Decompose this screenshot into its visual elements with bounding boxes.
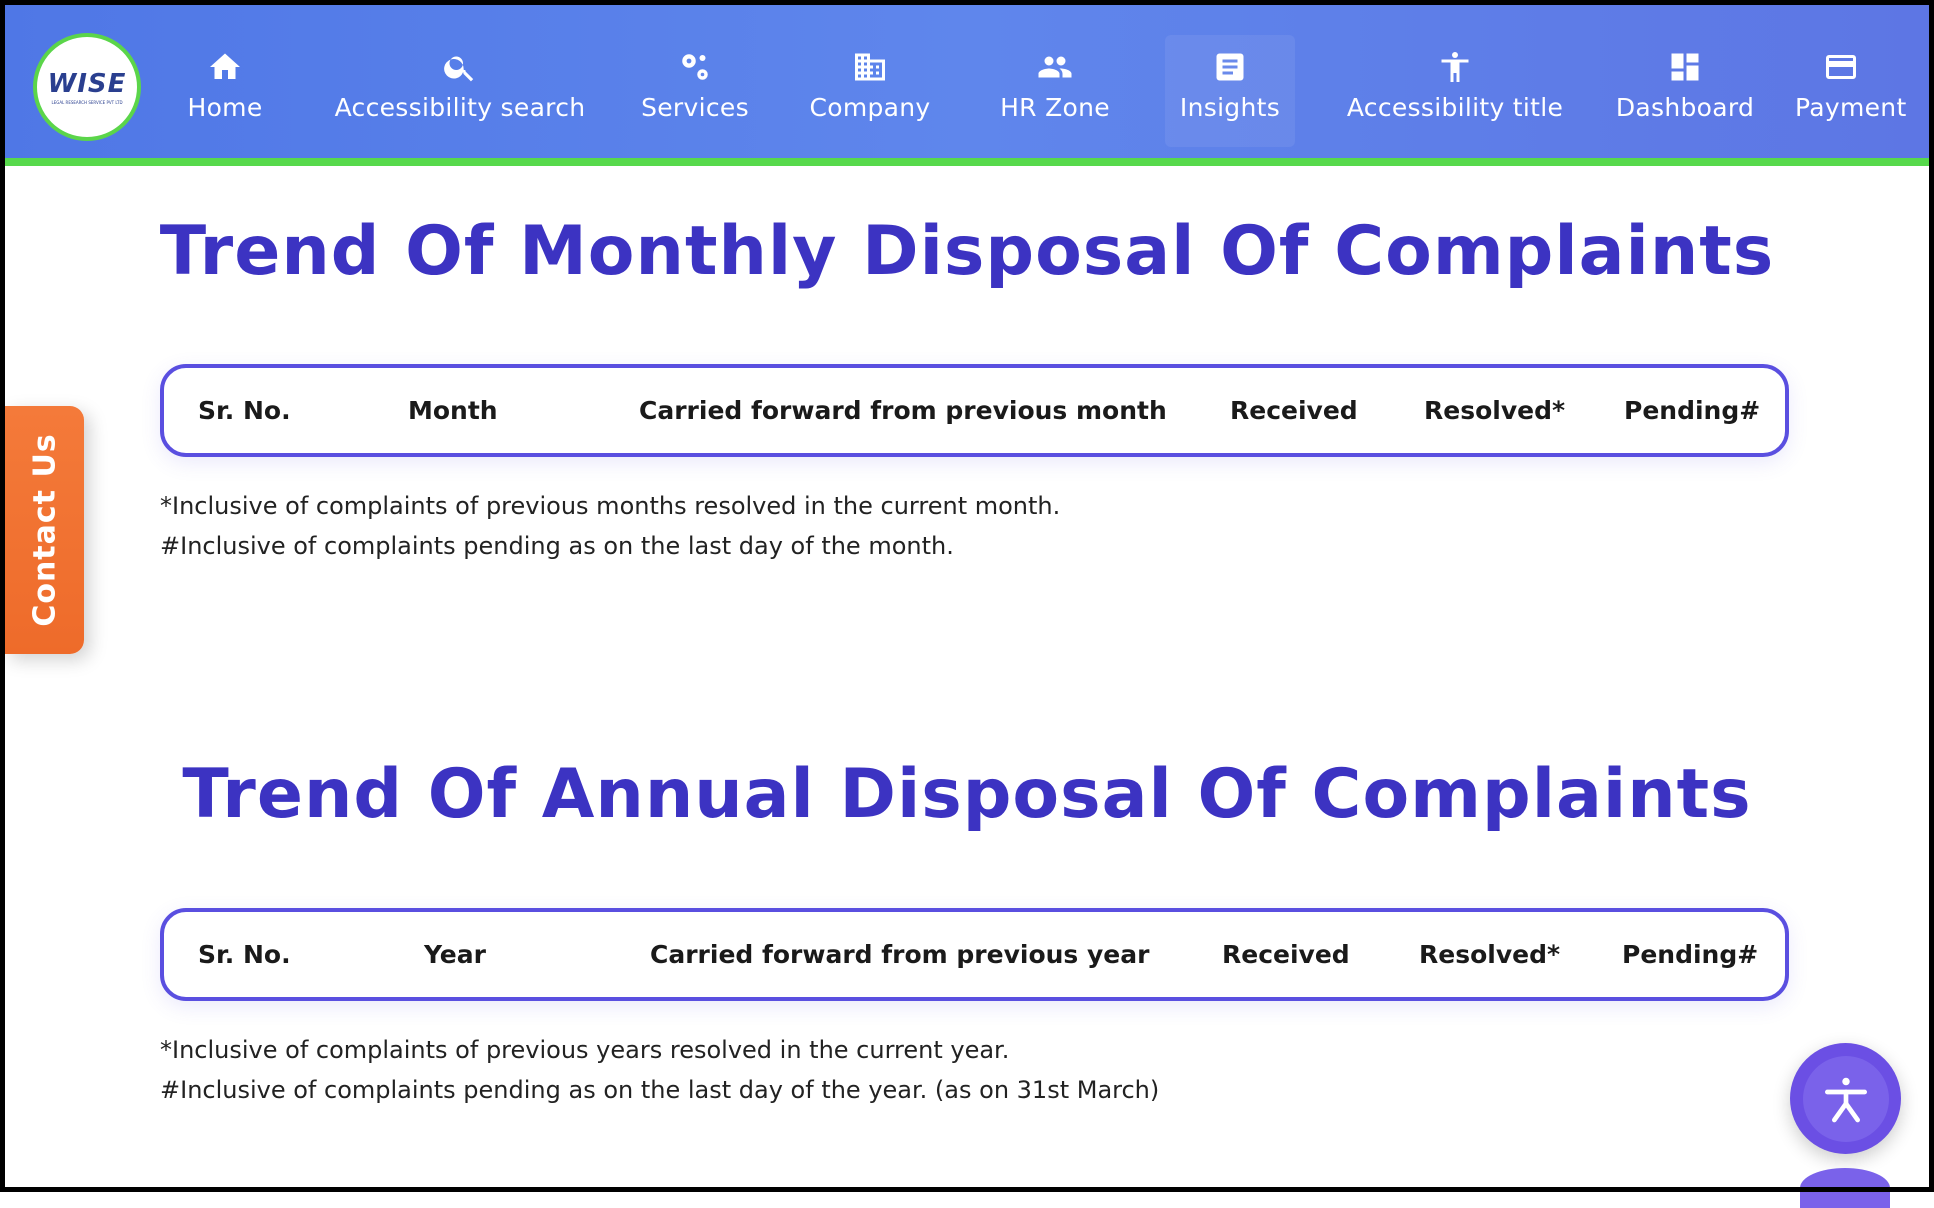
accessibility-widget-button[interactable]: [1790, 1043, 1901, 1154]
nav-item-accessibility-title[interactable]: [1340, 35, 1570, 147]
column-header-carried-forward: Carried forward from previous month: [639, 396, 1167, 425]
annual-section-title: Trend Of Annual Disposal Of Complaints: [182, 755, 1752, 834]
nav-item-dashboard[interactable]: [1605, 35, 1765, 147]
monthly-table-header: [160, 364, 1789, 457]
secondary-widget-peek[interactable]: [1800, 1168, 1890, 1208]
column-header-carried-forward: Carried forward from previous year: [650, 940, 1150, 969]
column-header-resolved: Resolved*: [1424, 396, 1566, 425]
column-header-received: Received: [1230, 396, 1358, 425]
top-navigation: [5, 5, 1929, 166]
monthly-note-pending: #Inclusive of complaints pending as on the last day of the month.: [160, 532, 954, 560]
building-icon: [852, 49, 888, 85]
monthly-section-title: Trend Of Monthly Disposal Of Complaints: [159, 212, 1775, 291]
dashboard-icon: [1667, 49, 1703, 85]
nav-item-payment[interactable]: [1795, 35, 1929, 147]
column-header-resolved: Resolved*: [1419, 940, 1561, 969]
column-header-sr-no: Sr. No.: [198, 396, 291, 425]
nav-label-home: Home: [187, 93, 263, 122]
nav-item-accessibility-search[interactable]: [325, 35, 595, 147]
nav-label-hr-zone: HR Zone: [1000, 93, 1110, 122]
people-icon: [1037, 49, 1073, 85]
column-header-year: Year: [424, 940, 486, 969]
accessibility-icon: [1437, 49, 1473, 85]
nav-label-company: Company: [809, 93, 931, 122]
gears-icon: [677, 49, 713, 85]
nav-label-accessibility-search: Accessibility search: [334, 93, 586, 122]
nav-item-hr-zone[interactable]: [990, 35, 1120, 147]
nav-label-insights: Insights: [1179, 93, 1281, 122]
column-header-pending: Pending#: [1622, 940, 1759, 969]
annual-note-pending: #Inclusive of complaints pending as on the last day of the year. (as on 31st March): [160, 1076, 1160, 1104]
nav-item-company[interactable]: [805, 35, 935, 147]
accessibility-widget-inner: [1803, 1056, 1889, 1142]
nav-label-services: Services: [641, 93, 749, 122]
annual-note-resolved: *Inclusive of complaints of previous years resolved in the current year.: [160, 1036, 1010, 1064]
nav-item-services[interactable]: [630, 35, 760, 147]
wise-logo[interactable]: [33, 33, 141, 141]
article-icon: [1212, 49, 1248, 85]
nav-label-dashboard: Dashboard: [1615, 93, 1755, 122]
card-icon: [1823, 49, 1859, 85]
logo-text: WISE: [47, 69, 127, 99]
monthly-note-resolved: *Inclusive of complaints of previous months resolved in the current month.: [160, 492, 1061, 520]
contact-us-tab[interactable]: [5, 406, 84, 654]
home-icon: [207, 49, 243, 85]
annual-table-header: [160, 908, 1789, 1001]
nav-item-insights[interactable]: [1165, 35, 1295, 147]
nav-label-payment: Payment: [1795, 93, 1907, 122]
search-icon: [442, 49, 478, 85]
column-header-received: Received: [1222, 940, 1350, 969]
contact-us-label: Contact Us: [27, 433, 62, 627]
logo-subtitle: LEGAL RESEARCH SERVICE PVT LTD: [51, 100, 123, 105]
column-header-month: Month: [408, 396, 498, 425]
nav-label-accessibility-title: Accessibility title: [1346, 93, 1564, 122]
column-header-sr-no: Sr. No.: [198, 940, 291, 969]
column-header-pending: Pending#: [1624, 396, 1761, 425]
nav-item-home[interactable]: [165, 35, 285, 147]
accessibility-person-icon: [1818, 1071, 1874, 1127]
